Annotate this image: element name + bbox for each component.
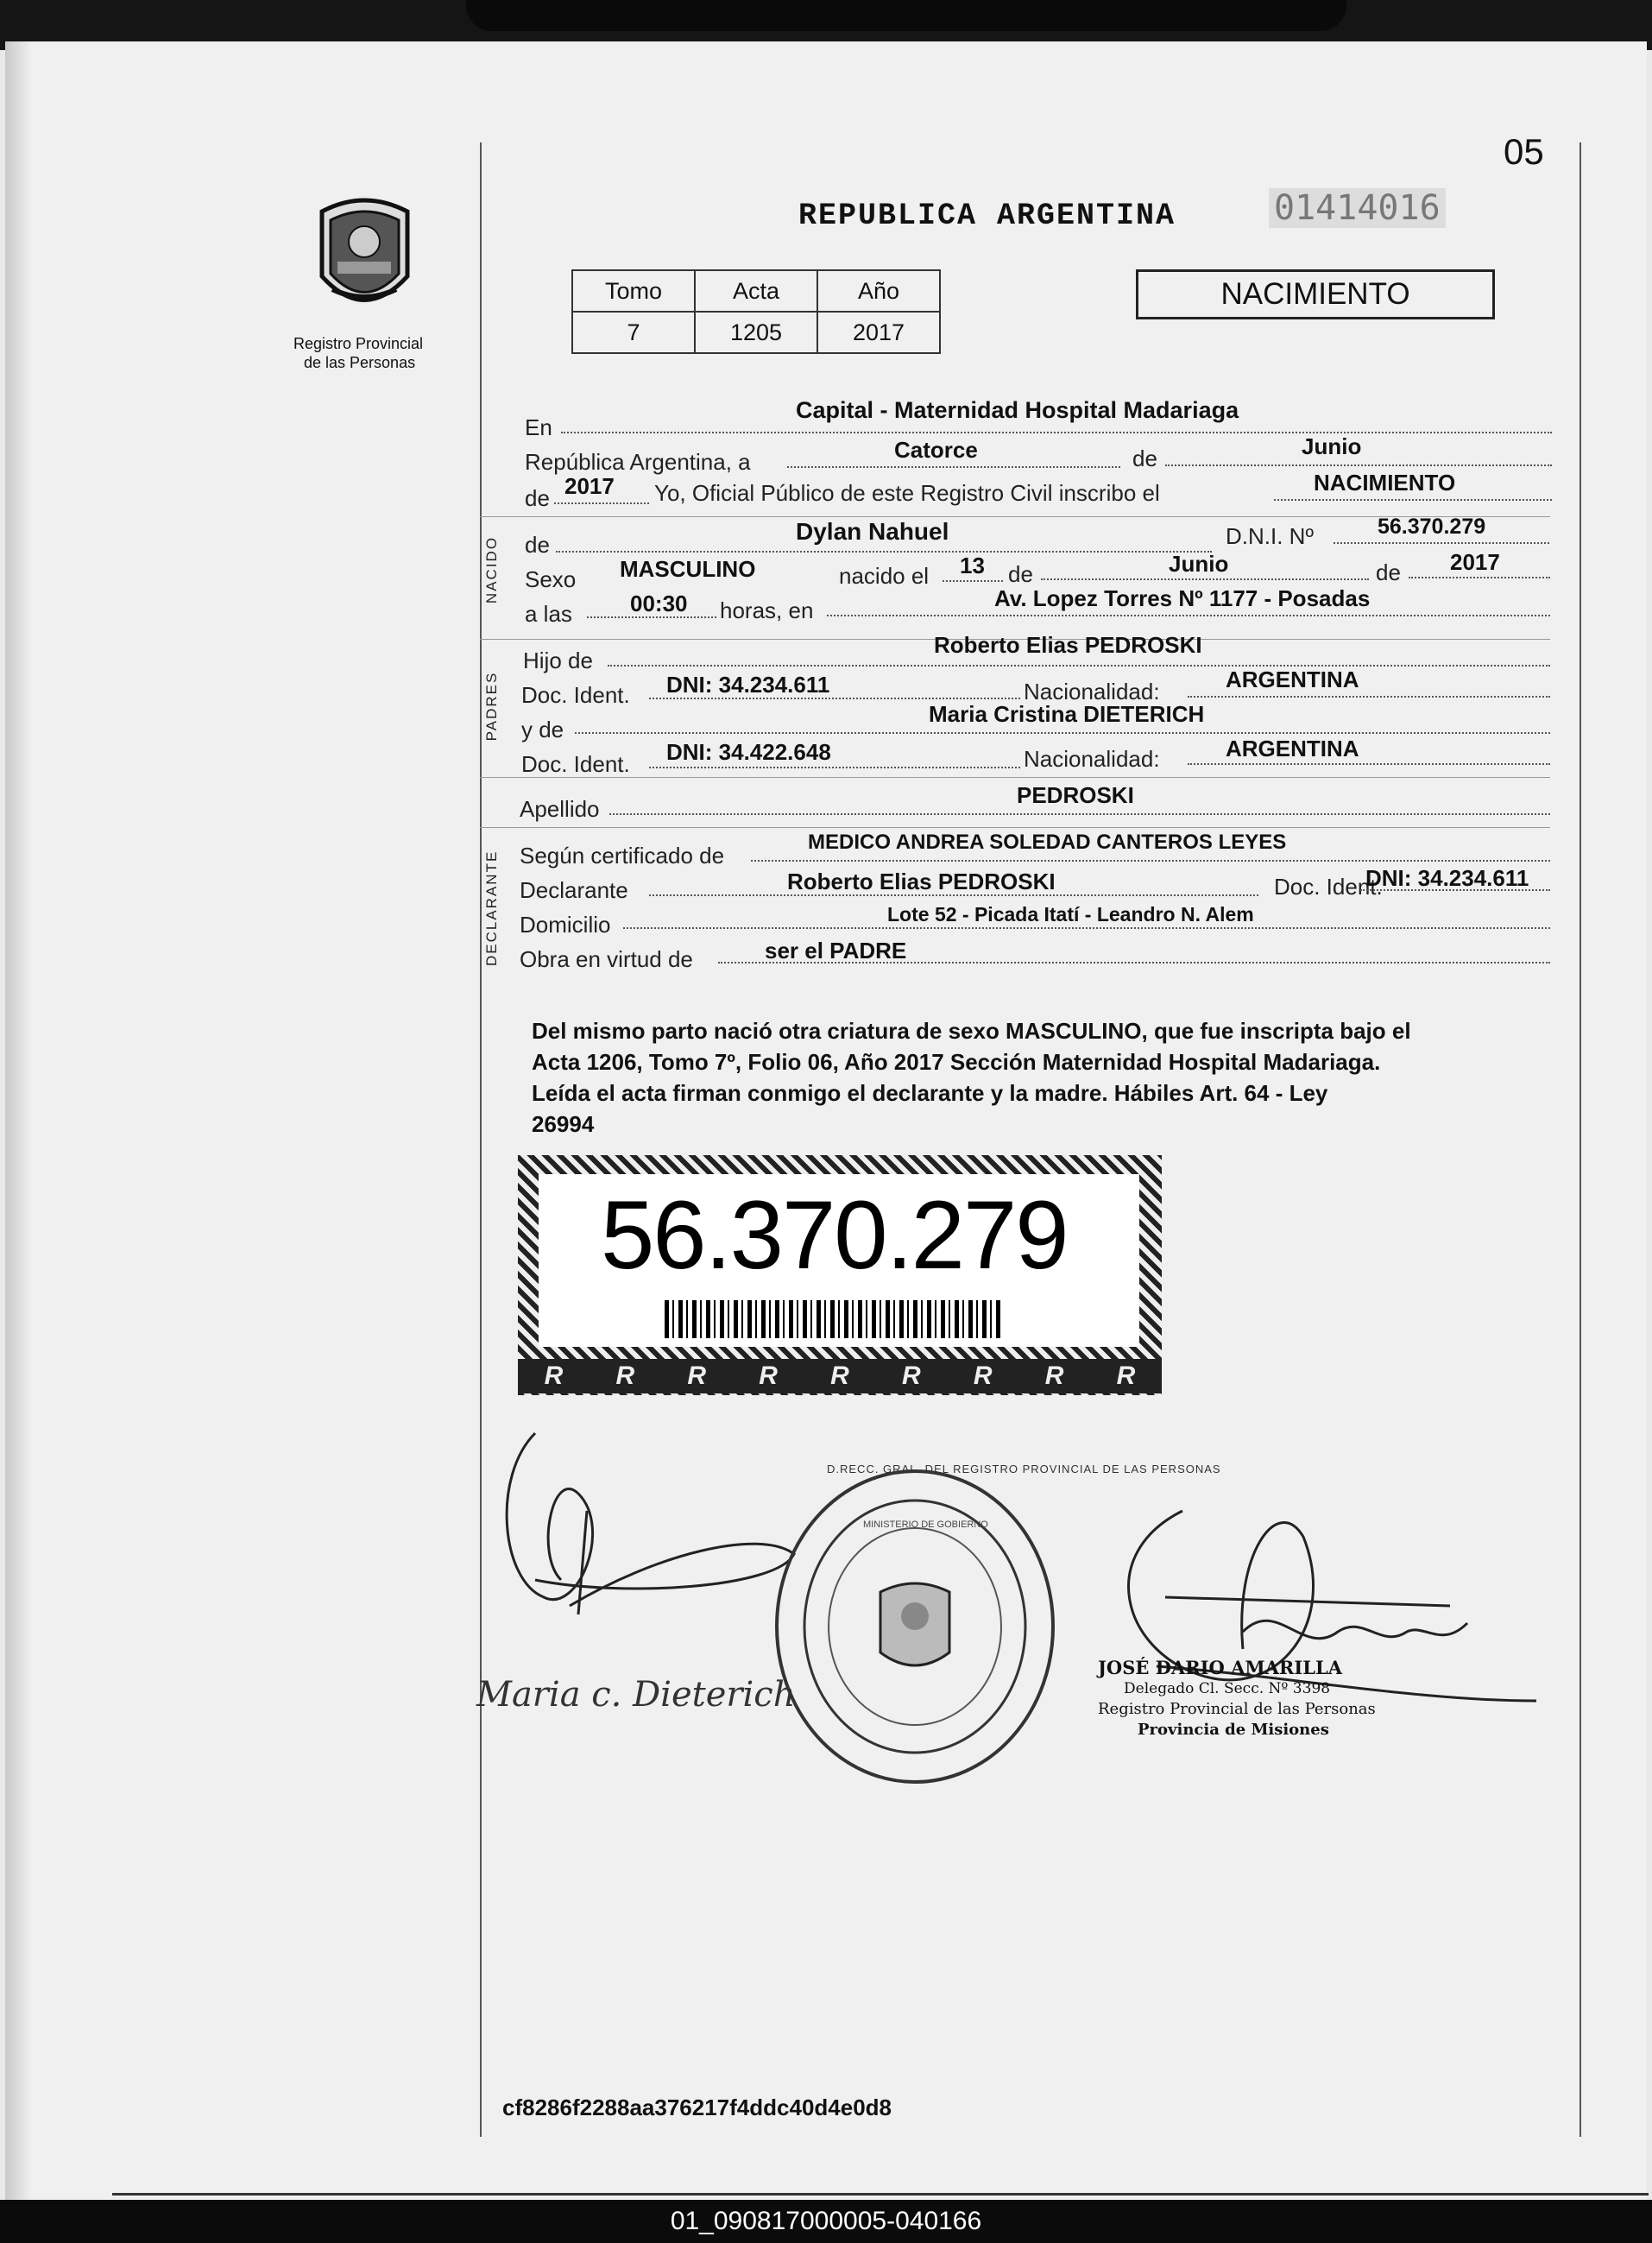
doc-ident-label-2: Doc. Ident. [521,751,630,777]
nacionalidad-label-2: Nacionalidad: [1024,746,1160,772]
sticker-letter: R [615,1362,635,1390]
serial-number: 01414016 [1269,188,1446,228]
table-value-acta: 1205 [695,312,817,353]
page-number: 05 [1504,131,1544,172]
official-name: JOSÉ DARIO AMARILLA [1098,1657,1343,1678]
sticker-letter: R [901,1362,921,1390]
republica-label: República Argentina, a [525,449,751,475]
stamp-text: D.RECC. GRAL. DEL REGISTRO PROVINCIAL DE LAS PERSONAS [827,1463,1221,1475]
logo-caption-line-1: Registro Provincial [293,335,424,352]
stamp-inner-text: MINISTERIO DE GOBIERNO [863,1520,988,1530]
table-value-anio: 2017 [817,312,940,353]
mes-value: Junio [1302,433,1362,459]
nacimiento-anio-value: 2017 [1450,549,1500,575]
sticker-letter: R [759,1362,778,1390]
sticker-letter: R [1044,1362,1064,1390]
padre-doc-value: DNI: 34.234.611 [666,672,830,698]
document-title: REPUBLICA ARGENTINA [798,199,1176,233]
observaciones-block [532,1015,1559,1140]
doc-ident-label-1: Doc. Ident. [521,682,630,708]
apellido-label: Apellido [520,796,600,822]
doc-ident-label-3: Doc. Ident. [1274,874,1383,900]
madre-signature-text: Maria c. Dieterich [476,1675,796,1715]
apellido-value: PEDROSKI [1017,782,1134,808]
nacionalidad-label-1: Nacionalidad: [1024,679,1160,704]
declarante-section-label: DECLARANTE [483,850,500,966]
sticker-pattern-row [518,1359,1162,1393]
madre-doc-value: DNI: 34.422.648 [666,739,831,765]
en-label: En [525,414,552,440]
observaciones-line-3: Leída el acta firman conmigo el declarante y la madre. Hábiles Art. 64 - Ley [532,1080,1328,1106]
y-de-label: y de [521,717,564,742]
observaciones-line-2: Acta 1206, Tomo 7º, Folio 06, Año 2017 Sección Maternidad Hospital Madariaga. [532,1049,1381,1075]
right-margin-line [1579,142,1581,2137]
obra-value: ser el PADRE [765,938,907,964]
de-label-5: de [1376,559,1401,585]
lugar-value: Av. Lopez Torres Nº 1177 - Posadas [994,585,1371,611]
dia-value: Catorce [894,437,978,463]
domicilio-value: Lote 52 - Picada Itatí - Leandro N. Alem [887,903,1254,926]
anio-value: 2017 [564,473,615,499]
nacido-el-label: nacido el [839,563,930,589]
de-label-1: de [1132,445,1157,471]
footer-file-id: 01_090817000005-040166 [0,2200,1652,2243]
official-title: Delegado Cl. Secc. Nº 3398 [1124,1680,1331,1697]
table-header-anio: Año [817,270,940,312]
official-province: Provincia de Misiones [1138,1721,1329,1739]
logo-caption-line-2: de las Personas [304,354,416,371]
document-type-box: NACIMIENTO [1136,269,1495,319]
sticker-letter: R [1116,1362,1136,1390]
table-value-tomo: 7 [572,312,695,353]
certificado-value: MEDICO ANDREA SOLEDAD CANTEROS LEYES [808,831,1287,854]
dni-value: 56.370.279 [1378,515,1486,539]
declarante-value: Roberto Elias PEDROSKI [787,869,1056,894]
nacido-section-label: NACIDO [483,535,500,604]
declarante-label: Declarante [520,877,628,903]
official-office: Registro Provincial de las Personas [1098,1700,1376,1718]
a-las-label: a las [525,601,572,627]
table-header-acta: Acta [695,270,817,312]
de-label-3: de [525,532,550,558]
obra-en-virtud-label: Obra en virtud de [520,946,693,972]
de-label-2: de [525,485,550,511]
domicilio-label: Domicilio [520,912,611,938]
sticker-letter: R [544,1362,564,1390]
inscribe-value: NACIMIENTO [1314,470,1456,496]
padre-value: Roberto Elias PEDROSKI [934,632,1202,658]
hijo-de-label: Hijo de [523,648,593,673]
dni-label: D.N.I. Nº [1226,523,1314,549]
sticker-letter: R [830,1362,849,1390]
left-margin-line [480,142,482,2137]
de-label-4: de [1008,561,1033,587]
table-header-tomo: Tomo [572,270,695,312]
document-hash: cf8286f2288aa376217f4ddc40d4e0d8 [502,2095,892,2120]
barcode [665,1300,1001,1338]
sexo-value: MASCULINO [620,556,756,582]
en-value: Capital - Maternidad Hospital Madariaga [796,397,1239,423]
nacimiento-mes-value: Junio [1169,551,1229,577]
madre-value: Maria Cristina DIETERICH [929,701,1205,727]
tomo-acta-anio-table [571,269,941,354]
sticker-number: 56.370.279 [601,1181,1068,1289]
nacimiento-dia-value: 13 [960,553,985,578]
sticker-letter: R [973,1362,993,1390]
hora-value: 00:30 [630,591,688,616]
province-seal-logo [306,194,423,324]
madre-nacionalidad-value: ARGENTINA [1226,736,1359,761]
segun-certificado-label: Según certificado de [520,843,725,869]
observaciones-line-4: 26994 [532,1111,595,1137]
nombre-value: Dylan Nahuel [796,518,949,545]
declarante-signature [483,1425,811,1649]
sticker-letter: R [687,1362,707,1390]
official-signature-block [1098,1658,1376,1741]
sexo-label: Sexo [525,566,577,592]
declarante-doc-value: DNI: 34.234.611 [1365,865,1529,891]
dni-barcode-sticker [518,1155,1162,1395]
horas-en-label: horas, en [720,597,814,623]
padres-section-label: PADRES [483,671,500,742]
observaciones-line-1: Del mismo parto nació otra criatura de sexo MASCULINO, que fue inscripta bajo el [532,1018,1411,1044]
padre-nacionalidad-value: ARGENTINA [1226,667,1359,692]
oficial-label: Yo, Oficial Público de este Registro Civil inscribo el [654,480,1160,506]
official-stamp [768,1463,1062,1791]
